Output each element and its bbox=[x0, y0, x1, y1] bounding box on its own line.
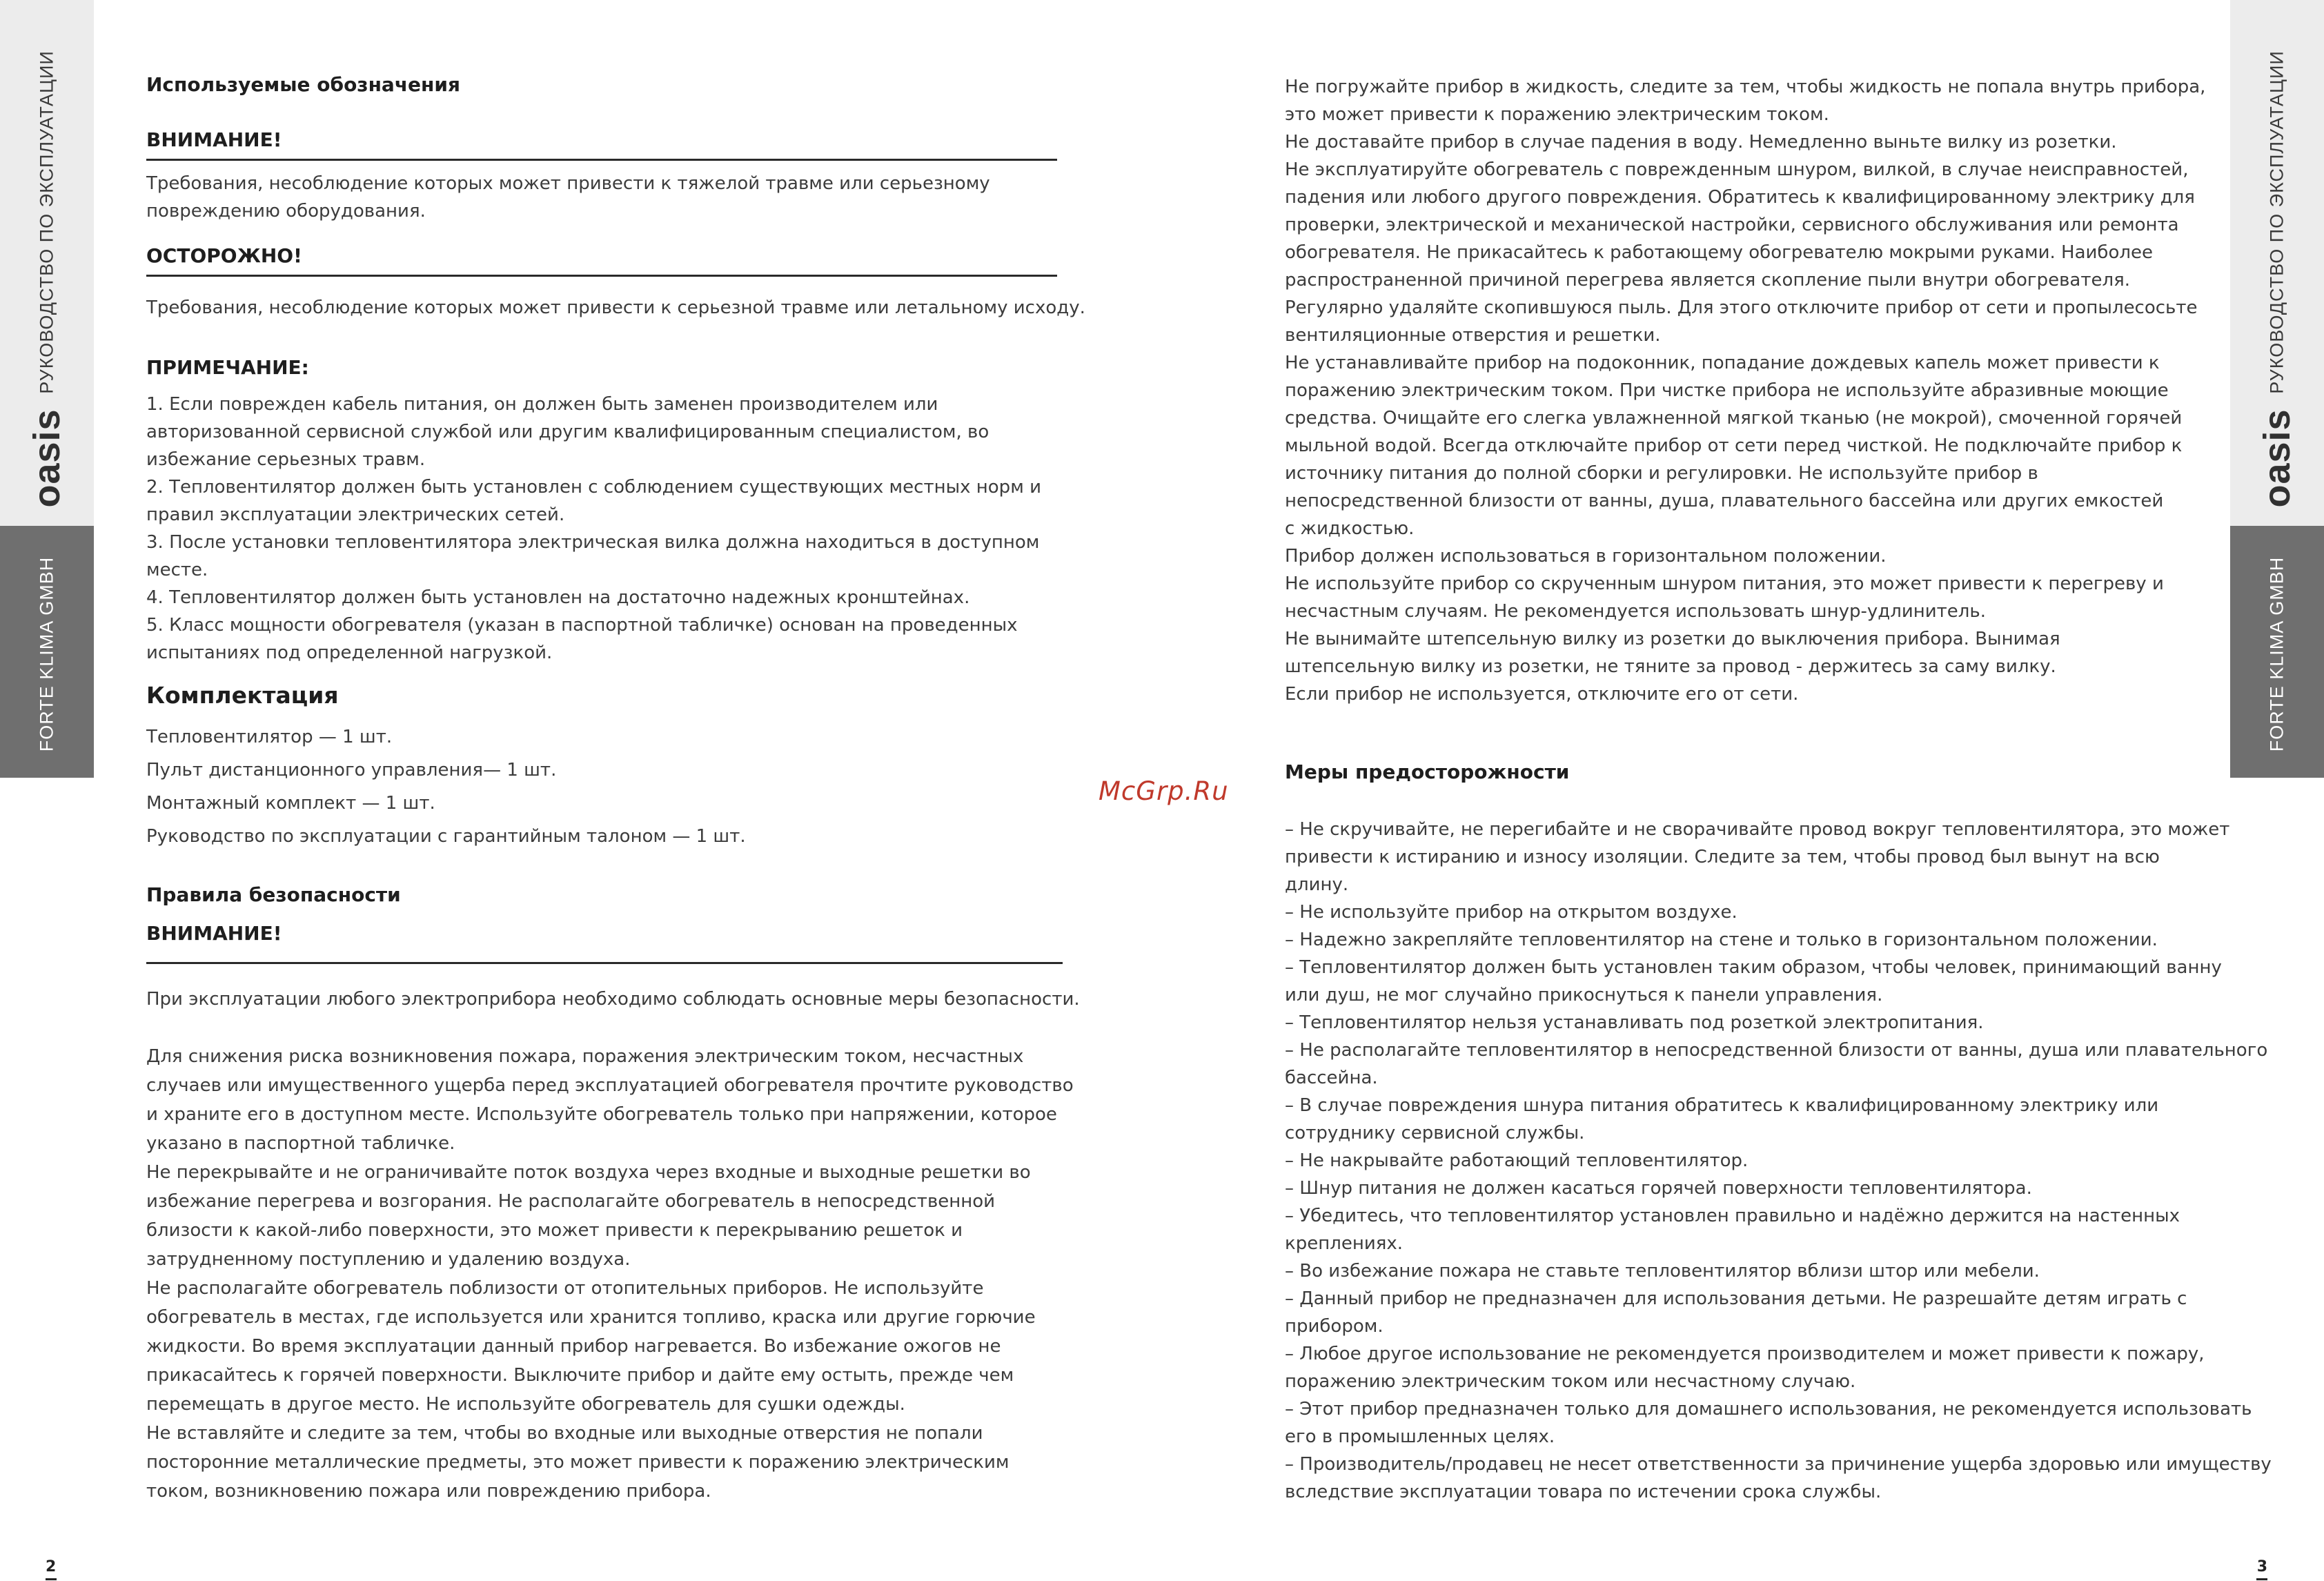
text-line: случаев или имущественного ущерба перед эксплуатацией обогревателя прочтите руководство bbox=[146, 1075, 1074, 1096]
text-line: обогревателя. Не прикасайтесь к работающему обогревателю мокрыми руками. Наиболее bbox=[1285, 242, 2153, 263]
text-line: Не устанавливайте прибор на подоконник, попадание дождевых капель может привести к bbox=[1285, 353, 2160, 373]
page-number-right: 3 bbox=[2256, 1558, 2267, 1580]
text-line: – Не используйте прибор на открытом воздухе. bbox=[1285, 902, 1737, 923]
text-line: – Не скручивайте, не перегибайте и не сворачивайте провод вокруг тепловентилятора, это может bbox=[1285, 819, 2230, 840]
sidebar-company-label: FORTE KLIMA GMBH bbox=[2266, 556, 2287, 752]
text-line: проверки, электрической и механической настройки, сервисного обслуживания или ремонта bbox=[1285, 215, 2179, 235]
attention-title: ВНИМАНИЕ! bbox=[146, 128, 282, 151]
text-line: правил эксплуатации электрических сетей. bbox=[146, 504, 565, 525]
text-line: указано в паспортной табличке. bbox=[146, 1133, 455, 1154]
text-line: жидкости. Во время эксплуатации данный прибор нагревается. Во избежание ожогов не bbox=[146, 1336, 1001, 1357]
text-line: перемещать в другое место. Не используйте обогреватель для сушки одежды. bbox=[146, 1394, 905, 1415]
note-text bbox=[146, 391, 1041, 667]
sidebar-brand-logo: oasis bbox=[2256, 409, 2298, 508]
text-line: прибором. bbox=[1285, 1316, 1383, 1337]
text-line: поражению электрическим током или несчастному случаю. bbox=[1285, 1371, 1856, 1392]
sidebar-manual-label: РУКОВОДСТВО ПО ЭКСПЛУАТАЦИИ bbox=[2266, 50, 2287, 394]
kit-title: Комплектация bbox=[146, 682, 339, 709]
kit-list bbox=[146, 720, 746, 853]
note-title: ПРИМЕЧАНИЕ: bbox=[146, 356, 309, 379]
text-line: – Убедитесь, что тепловентилятор установлен правильно и надёжно держится на настенных bbox=[1285, 1206, 2180, 1226]
text-line: авторизованной сервисной службой или другим квалифицированным специалистом, во bbox=[146, 422, 989, 442]
text-line: 1. Если поврежден кабель питания, он должен быть заменен производителем или bbox=[146, 394, 938, 415]
text-line: – Этот прибор предназначен только для домашнего использования, не рекомендуется использовать bbox=[1285, 1399, 2252, 1420]
text-line: бассейна. bbox=[1285, 1068, 1378, 1088]
text-line: Регулярно удаляйте скопившуюся пыль. Для этого отключите прибор от сети и пропылесосьте bbox=[1285, 297, 2198, 318]
text-line: месте. bbox=[146, 560, 208, 580]
text-line: падения или любого другого повреждения. Обратитесь к квалифицированному электрику для bbox=[1285, 187, 2195, 208]
text-line: средства. Очищайте его слегка увлажненной мягкой тканью (не мокрой), смоченной горячей bbox=[1285, 408, 2183, 429]
text-line: – Тепловентилятор нельзя устанавливать под розеткой электропитания. bbox=[1285, 1012, 1984, 1033]
text-line: 2. Тепловентилятор должен быть установлен с соблюдением существующих местных норм и bbox=[146, 477, 1041, 498]
text-line: с жидкостью. bbox=[1285, 518, 1415, 539]
text-line: Не вставляйте и следите за тем, чтобы во входные или выходные отверстия не попали bbox=[146, 1423, 983, 1444]
sidebar-company-label: FORTE KLIMA GMBH bbox=[36, 556, 57, 752]
text-line: Для снижения риска возникновения пожара, поражения электрическим током, несчастных bbox=[146, 1046, 1024, 1067]
text-line: повреждению оборудования. bbox=[146, 201, 426, 222]
text-line: Не эксплуатируйте обогреватель с поврежденным шнуром, вилкой, в случае неисправностей, bbox=[1285, 159, 2189, 180]
text-line: источнику питания до полной сборки и регулировки. Не используйте прибор в bbox=[1285, 463, 2038, 484]
sidebar-brand-logo: oasis bbox=[26, 409, 68, 508]
caution-text bbox=[146, 294, 1085, 322]
safety-attention-title: ВНИМАНИЕ! bbox=[146, 922, 282, 945]
text-line: это может привести к поражению электрическим током. bbox=[1285, 104, 1829, 125]
text-line: – Во избежание пожара не ставьте тепловентилятор вблизи штор или мебели. bbox=[1285, 1261, 2040, 1282]
list-item: Руководство по эксплуатации с гарантийным талоном — 1 шт. bbox=[146, 826, 746, 847]
text-line: – Тепловентилятор должен быть установлен таким образом, чтобы человек, принимающий ванну bbox=[1285, 957, 2222, 978]
sidebar-manual-label: РУКОВОДСТВО ПО ЭКСПЛУАТАЦИИ bbox=[36, 50, 57, 394]
text-line: вентиляционные отверстия и решетки. bbox=[1285, 325, 1661, 346]
safety-rule bbox=[146, 962, 1063, 964]
text-line: и храните его в доступном месте. Используйте обогреватель только при напряжении, которое bbox=[146, 1104, 1057, 1125]
text-line: вследствие эксплуатации товара по истечении срока службы. bbox=[1285, 1482, 1882, 1502]
text-line: избежание серьезных травм. bbox=[146, 449, 426, 470]
caution-rule bbox=[146, 275, 1057, 277]
text-line: – Шнур питания не должен касаться горячей поверхности тепловентилятора. bbox=[1285, 1178, 2032, 1199]
page-number-left: 2 bbox=[46, 1558, 57, 1580]
safety-title: Правила безопасности bbox=[146, 883, 401, 906]
safety-intro bbox=[146, 985, 1080, 1013]
text-line: его в промышленных целях. bbox=[1285, 1426, 1555, 1447]
text-line: посторонние металлические предметы, это может привести к поражению электрическим bbox=[146, 1452, 1010, 1473]
text-line: – В случае повреждения шнура питания обратитесь к квалифицированному электрику или bbox=[1285, 1095, 2159, 1116]
text-line: длину. bbox=[1285, 874, 1349, 895]
attention-rule bbox=[146, 159, 1057, 161]
text-line: Не погружайте прибор в жидкость, следите за тем, чтобы жидкость не попала внутрь прибора, bbox=[1285, 77, 2206, 97]
symbols-title: Используемые обозначения bbox=[146, 73, 460, 96]
list-item: Пульт дистанционного управления— 1 шт. bbox=[146, 760, 557, 780]
text-line: – Надежно закрепляйте тепловентилятор на стене и только в горизонтальном положении. bbox=[1285, 930, 2158, 950]
list-item: Монтажный комплект — 1 шт. bbox=[146, 793, 435, 814]
text-line: Не используйте прибор со скрученным шнуром питания, это может привести к перегреву и bbox=[1285, 573, 2164, 594]
right-top-text bbox=[1285, 73, 2205, 708]
precautions-text bbox=[1285, 816, 2272, 1506]
text-line: непосредственной близости от ванны, душа, плавательного бассейна или других емкостей bbox=[1285, 491, 2164, 511]
text-line: мыльной водой. Всегда отключайте прибор от сети перед чисткой. Не подключайте прибор к bbox=[1285, 435, 2183, 456]
text-line: обогреватель в местах, где используется или хранится топливо, краска или другие горючие bbox=[146, 1307, 1036, 1328]
text-line: близости к какой-либо поверхности, это может привести к перекрыванию решеток и bbox=[146, 1220, 963, 1241]
text-line: Не доставайте прибор в случае падения в воду. Немедленно выньте вилку из розетки. bbox=[1285, 132, 2117, 153]
text-line: При эксплуатации любого электроприбора необходимо соблюдать основные меры безопасности. bbox=[146, 989, 1080, 1010]
text-line: 3. После установки тепловентилятора электрическая вилка должна находиться в доступном bbox=[146, 532, 1040, 553]
text-line: – Производитель/продавец не несет ответственности за причинение ущерба здоровью или имуществу bbox=[1285, 1454, 2272, 1475]
text-line: распространенной причиной перегрева является скопление пыли внутри обогревателя. bbox=[1285, 270, 2130, 291]
text-line: избежание перегрева и возгорания. Не располагайте обогреватель в непосредственной bbox=[146, 1191, 996, 1212]
text-line: током, возникновению пожара или повреждению прибора. bbox=[146, 1481, 711, 1502]
text-line: – Данный прибор не предназначен для использования детьми. Не разрешайте детям играть с bbox=[1285, 1288, 2187, 1309]
text-line: креплениях. bbox=[1285, 1233, 1404, 1254]
text-line: – Не накрывайте работающий тепловентилятор. bbox=[1285, 1150, 1749, 1171]
text-line: – Не располагайте тепловентилятор в непосредственной близости от ванны, душа или плавательного bbox=[1285, 1040, 2268, 1061]
text-line: поражению электрическим током. При чистке прибора не используйте абразивные моющие bbox=[1285, 380, 2169, 401]
text-line: испытаниях под определенной нагрузкой. bbox=[146, 642, 553, 663]
text-line: затрудненному поступлению и удалению воздуха. bbox=[146, 1249, 631, 1270]
text-line: Не перекрывайте и не ограничивайте поток воздуха через входные и выходные решетки во bbox=[146, 1162, 1031, 1183]
text-line: 5. Класс мощности обогревателя (указан в паспортной табличке) основан на проведенных bbox=[146, 615, 1018, 636]
text-line: Не вынимайте штепсельную вилку из розетки до выключения прибора. Вынимая bbox=[1285, 629, 2060, 649]
precautions-title: Меры предосторожности bbox=[1285, 760, 1570, 783]
text-line: сотруднику сервисной службы. bbox=[1285, 1123, 1585, 1143]
text-line: Требования, несоблюдение которых может привести к тяжелой травме или серьезному bbox=[146, 173, 990, 194]
text-line: Не располагайте обогреватель поблизости от отопительных приборов. Не используйте bbox=[146, 1278, 984, 1299]
list-item: Тепловентилятор — 1 шт. bbox=[146, 727, 393, 747]
text-line: несчастным случаям. Не рекомендуется использовать шнур-удлинитель. bbox=[1285, 601, 1986, 622]
safety-text bbox=[146, 1042, 1074, 1506]
text-line: – Любое другое использование не рекомендуется производителем и может привести к пожару, bbox=[1285, 1344, 2205, 1364]
text-line: прикасайтесь к горячей поверхности. Выключите прибор и дайте ему остыть, прежде чем bbox=[146, 1365, 1014, 1386]
text-line: Требования, несоблюдение которых может привести к серьезной травме или летальному исходу. bbox=[146, 297, 1085, 318]
watermark: McGrp.Ru bbox=[1099, 776, 1229, 806]
attention-text bbox=[146, 170, 990, 225]
text-line: привести к истиранию и износу изоляции. Следите за тем, чтобы провод был вынут на всю bbox=[1285, 847, 2160, 867]
text-line: или душ, не мог случайно прикоснуться к панели управления. bbox=[1285, 985, 1883, 1005]
caution-title: ОСТОРОЖНО! bbox=[146, 244, 302, 267]
text-line: 4. Тепловентилятор должен быть установлен на достаточно надежных кронштейнах. bbox=[146, 587, 970, 608]
text-line: штепсельную вилку из розетки, не тяните за провод - держитесь за саму вилку. bbox=[1285, 656, 2056, 677]
text-line: Прибор должен использоваться в горизонтальном положении. bbox=[1285, 546, 1887, 567]
text-line: Если прибор не используется, отключите его от сети. bbox=[1285, 684, 1799, 705]
